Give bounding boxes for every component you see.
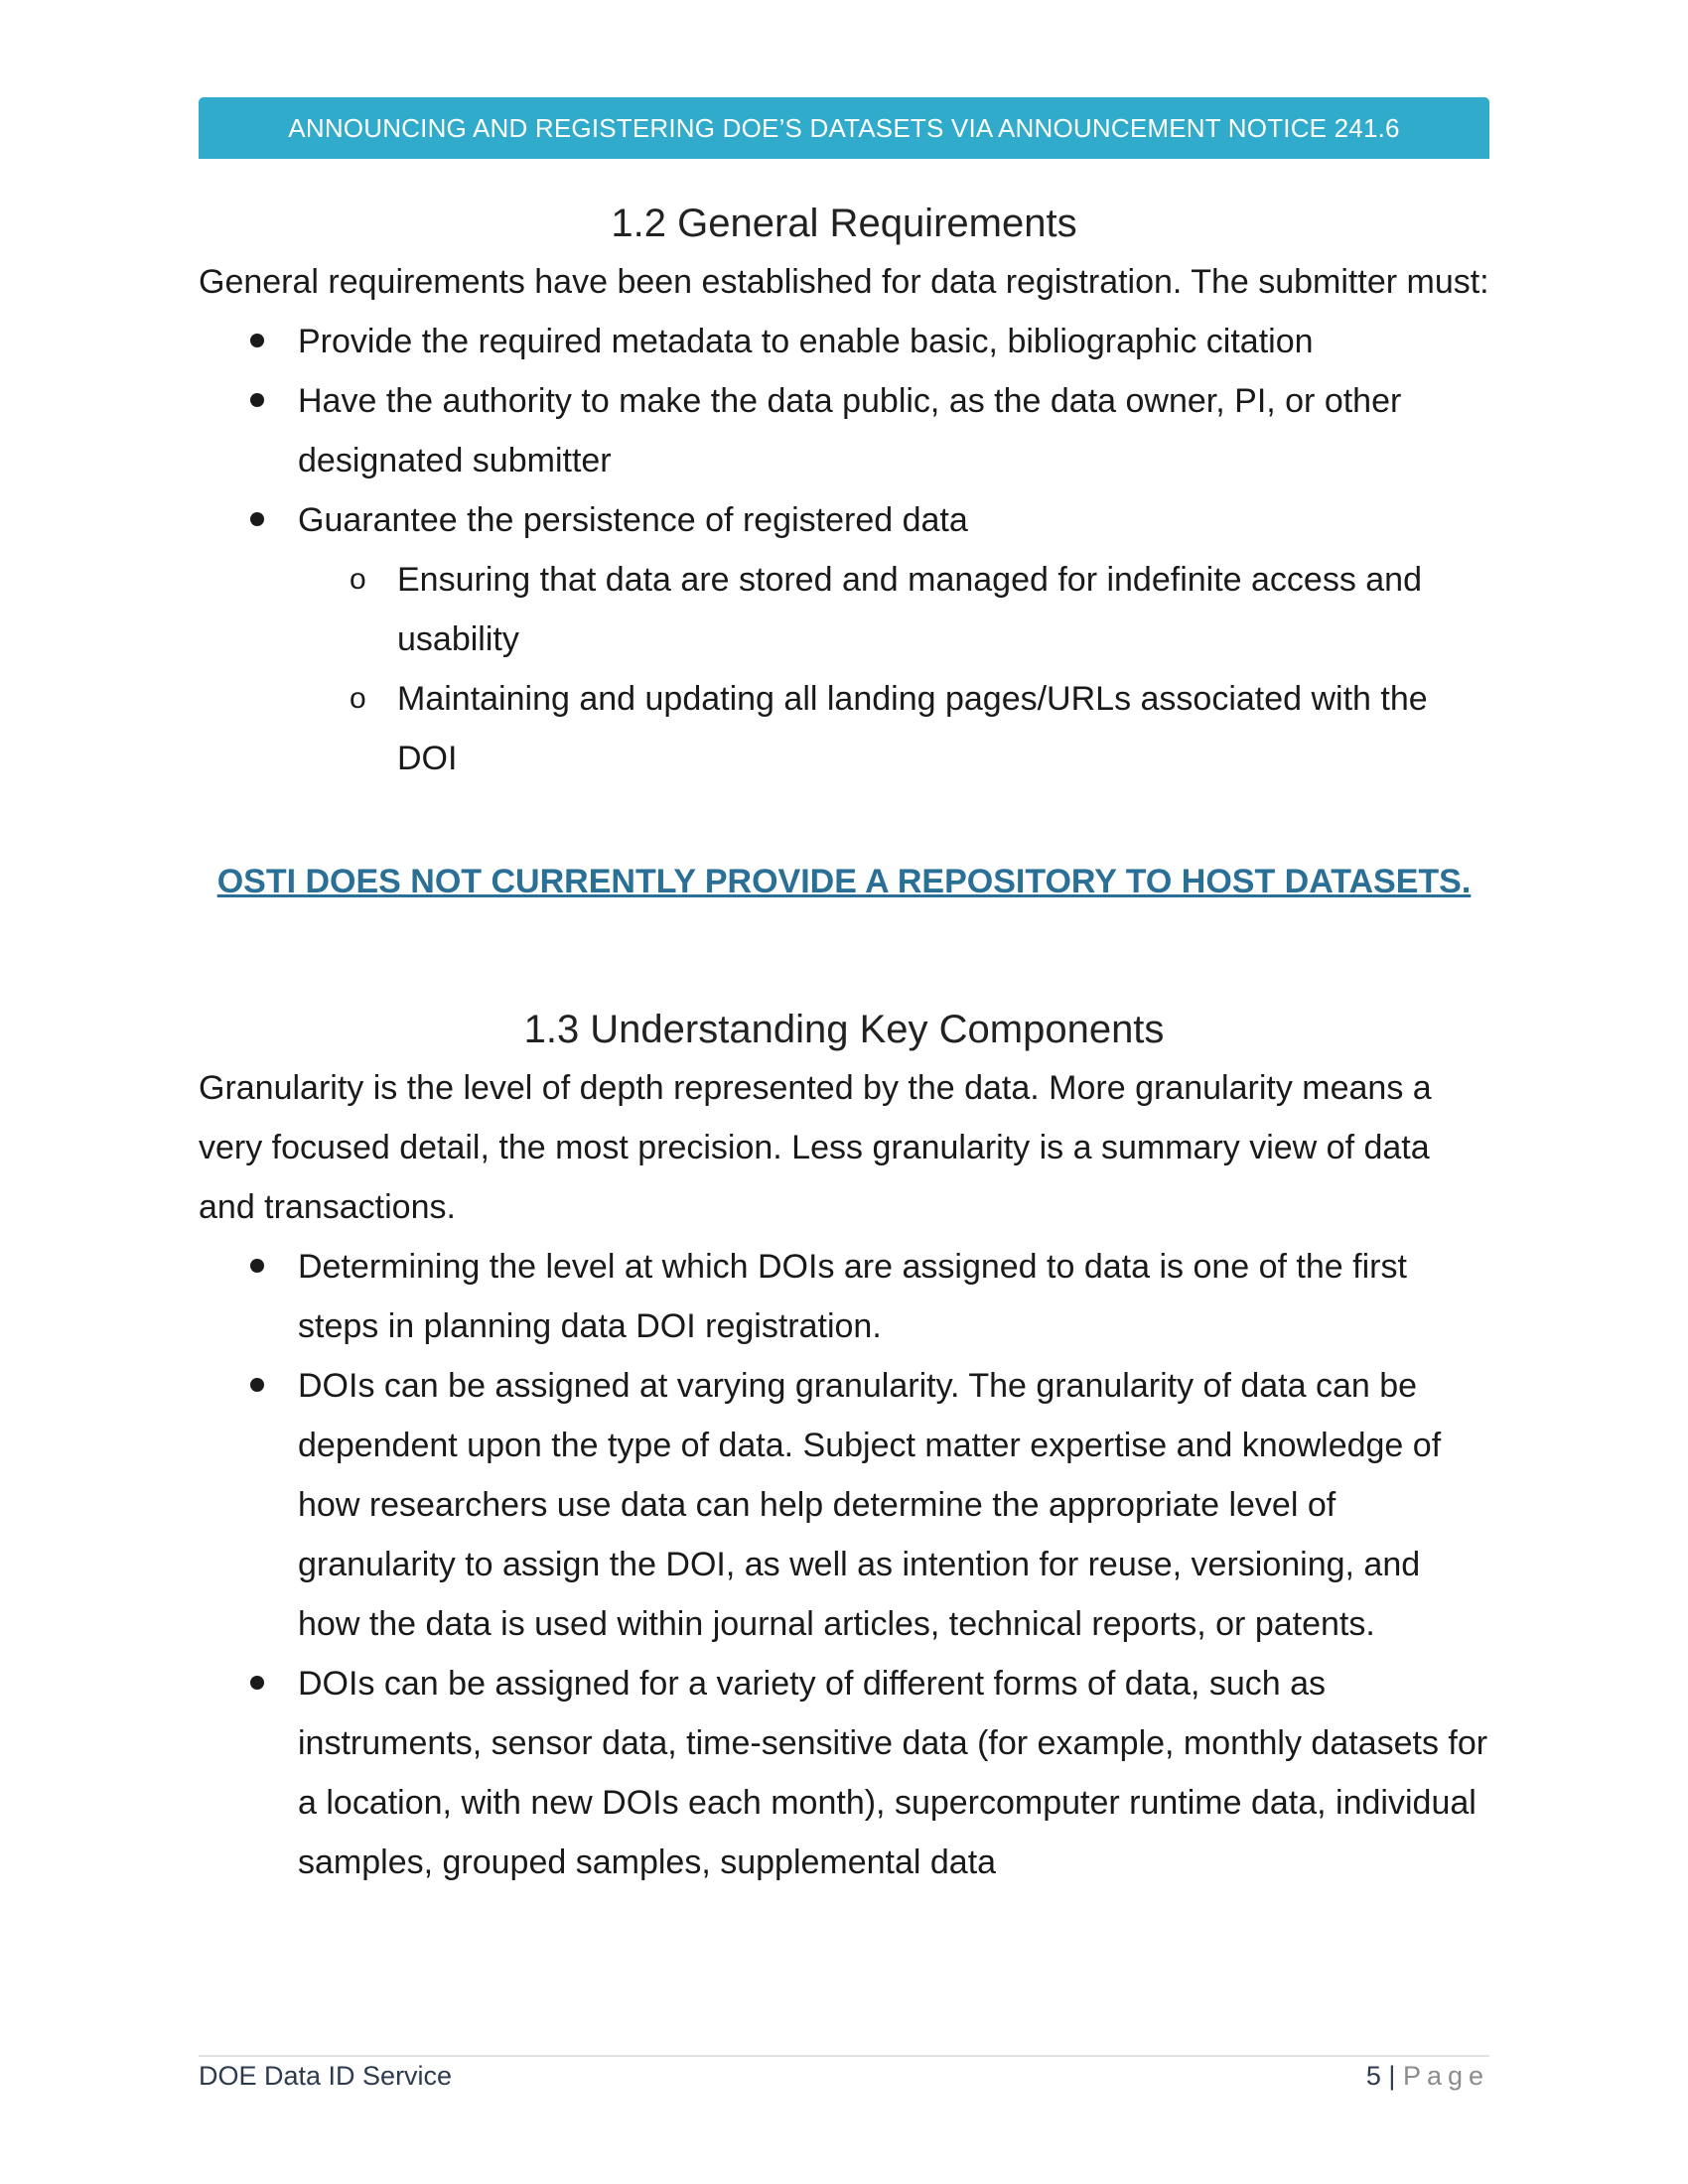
granularity-list bbox=[199, 1237, 1489, 1892]
page-label: Page bbox=[1402, 2061, 1489, 2091]
bullet-icon bbox=[250, 1259, 264, 1273]
list-item bbox=[199, 1237, 1489, 1356]
list-item bbox=[199, 1654, 1489, 1892]
requirements-list bbox=[199, 312, 1489, 788]
circle-bullet-icon: o bbox=[350, 682, 366, 715]
list-item-text: DOIs can be assigned at varying granularity. The granularity of data can be dependent upon the type of data. Subject matter expertise and knowledge of how researchers use data can help determine the appropriate level of granularity to assign the DOI, as well as intention for reuse, versioning, and how the data is used within journal articles, technical reports, or patents. bbox=[298, 1367, 1442, 1643]
bullet-icon bbox=[250, 393, 264, 407]
list-item-text: DOIs can be assigned for a variety of different forms of data, such as instruments, sensor data, time-sensitive data (for example, monthly datasets for a location, with new DOIs each month), supercomputer runtime data, individual samples, grouped samples, supplemental data bbox=[298, 1665, 1488, 1881]
section-1-2-intro: General requirements have been established for data registration. The submitter must: bbox=[199, 263, 1489, 301]
list-item-text: Provide the required metadata to enable basic, bibliographic citation bbox=[298, 323, 1314, 360]
footer-divider bbox=[199, 2055, 1489, 2057]
header-banner: ANNOUNCING AND REGISTERING DOE’S DATASETS VIA ANNOUNCEMENT NOTICE 241.6 bbox=[199, 97, 1489, 159]
sub-list-item-text: Maintaining and updating all landing pages/URLs associated with the DOI bbox=[397, 680, 1428, 777]
sub-list-item-text: Ensuring that data are stored and managed for indefinite access and usability bbox=[397, 561, 1423, 658]
sub-list-item bbox=[298, 550, 1489, 669]
list-item bbox=[199, 490, 1489, 788]
section-1-3-title: 1.3 Understanding Key Components bbox=[523, 1008, 1165, 1051]
persistence-sublist bbox=[298, 550, 1489, 788]
bullet-icon bbox=[250, 334, 264, 347]
list-item-text: Guarantee the persistence of registered data bbox=[298, 501, 968, 539]
section-1-3-intro: Granularity is the level of depth represented by the data. More granularity means a very focused detail, the most precision. Less granularity is a summary view of data and transactions. bbox=[199, 1069, 1432, 1226]
footer-service-name: DOE Data ID Service bbox=[199, 2061, 453, 2091]
bullet-icon bbox=[250, 1378, 264, 1392]
list-item bbox=[199, 1356, 1489, 1654]
section-1-2-title: 1.2 General Requirements bbox=[611, 202, 1077, 245]
sub-list-item bbox=[298, 669, 1489, 788]
repository-notice: OSTI DOES NOT CURRENTLY PROVIDE A REPOSITORY TO HOST DATASETS. bbox=[216, 863, 1472, 900]
list-item bbox=[199, 312, 1489, 371]
list-item-text: Determining the level at which DOIs are assigned to data is one of the first steps in planning data DOI registration. bbox=[298, 1248, 1407, 1345]
page-separator: | bbox=[1388, 2061, 1396, 2091]
list-item-text: Have the authority to make the data public, as the data owner, PI, or other designated submitter bbox=[298, 382, 1402, 479]
bullet-icon bbox=[250, 1676, 264, 1690]
circle-bullet-icon: o bbox=[350, 563, 366, 596]
document-body bbox=[199, 195, 1489, 1892]
page-number bbox=[1366, 2061, 1489, 2092]
page-number-value: 5 bbox=[1365, 2061, 1381, 2091]
bullet-icon bbox=[250, 512, 264, 526]
list-item bbox=[199, 371, 1489, 490]
